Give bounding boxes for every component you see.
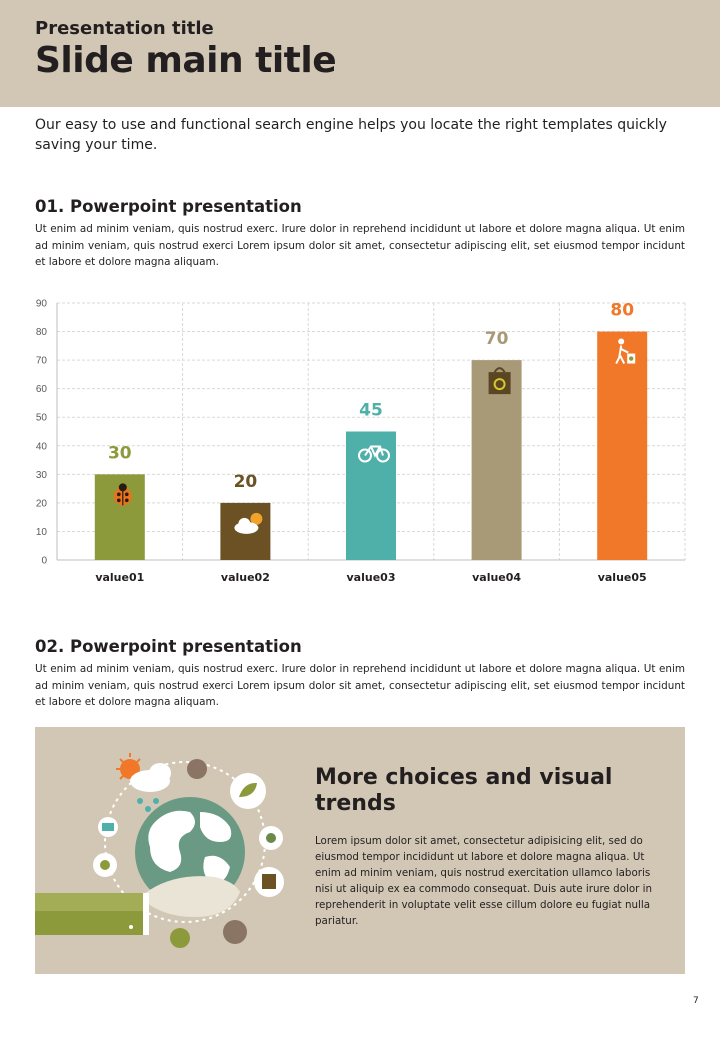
bar-chart	[20, 290, 700, 590]
y-tick-label: 60	[35, 384, 47, 396]
y-tick-label: 70	[35, 355, 47, 367]
intro-text: Our easy to use and functional search engine helps you locate the right templates quickly saving your time.	[35, 117, 667, 153]
panel-title: More choices and visual trends	[315, 765, 613, 816]
header-band	[0, 0, 720, 107]
recycle-bag-icon	[489, 372, 511, 394]
ladybug-spot	[117, 493, 121, 497]
y-tick-label: 40	[35, 441, 47, 453]
y-tick-label: 50	[35, 412, 47, 424]
slide-main-title: Slide main title	[35, 40, 337, 81]
x-tick-label-value01: value01	[95, 571, 145, 584]
cloud-puff	[238, 518, 250, 530]
x-tick-label-value03: value03	[346, 571, 396, 584]
section2-body: Ut enim ad minim veniam, quis nostrud exerc. Irure dolor in reprehend incididunt ut labore et dolore magna aliqua. Ut enim ad minim veniam, quis nostrud exerci Lorem ipsum dolor sit amet, consectetur adipiscing elit, set eiusmod tempor incidunt et labore et dolore magna aliquam.	[35, 663, 685, 708]
y-tick-label: 80	[35, 327, 47, 339]
data-label-value04: 70	[484, 329, 509, 350]
data-label-value05: 80	[610, 300, 635, 321]
ladybug-spot	[125, 499, 129, 503]
y-tick-label: 30	[35, 469, 47, 481]
ladybug-spot	[125, 493, 129, 497]
presentation-title: Presentation title	[35, 18, 214, 39]
ladybug-spot	[117, 499, 121, 503]
feature-panel	[35, 727, 685, 974]
x-tick-label-value02: value02	[220, 571, 270, 584]
y-tick-label: 0	[41, 555, 47, 567]
recycling-person-icon	[618, 339, 624, 345]
x-tick-label-value04: value04	[472, 571, 522, 584]
bin-symbol	[629, 356, 633, 360]
x-tick-label-value05: value05	[597, 571, 647, 584]
section2-title: 02. Powerpoint presentation	[35, 637, 302, 656]
data-label-value02: 20	[233, 471, 258, 492]
y-tick-label: 10	[35, 526, 47, 538]
page-number: 7	[693, 996, 699, 1006]
y-tick-label: 20	[35, 498, 47, 510]
data-label-value01: 30	[107, 443, 132, 464]
eco-globe-hand-illustration	[35, 727, 305, 974]
data-label-value03: 45	[359, 400, 383, 421]
section1-title: 01. Powerpoint presentation	[35, 197, 302, 216]
bar-value03	[346, 432, 396, 561]
bar-value05	[597, 332, 647, 560]
section1-body: Ut enim ad minim veniam, quis nostrud exerc. Irure dolor in reprehend incididunt ut labore et dolore magna aliqua. Ut enim ad minim veniam, quis nostrud exerci Lorem ipsum dolor sit amet, consectetur adipiscing elit, set eiusmod tempor incidunt et labore et dolore magna aliquam.	[35, 223, 685, 268]
y-tick-label: 90	[35, 298, 47, 310]
panel-body: Lorem ipsum dolor sit amet, consectetur adipisicing elit, sed do eiusmod tempor incididunt ut labore et dolore magna aliqua. Ut enim ad minim veniam, quis nostrud exercitation ullamco laboris nisi ut aliquip ex ea commodo consequat. Duis aute irure dolor in reprehenderit in voluptate velit esse cillum dolore eu fugiat nulla pariatur.	[315, 835, 653, 927]
